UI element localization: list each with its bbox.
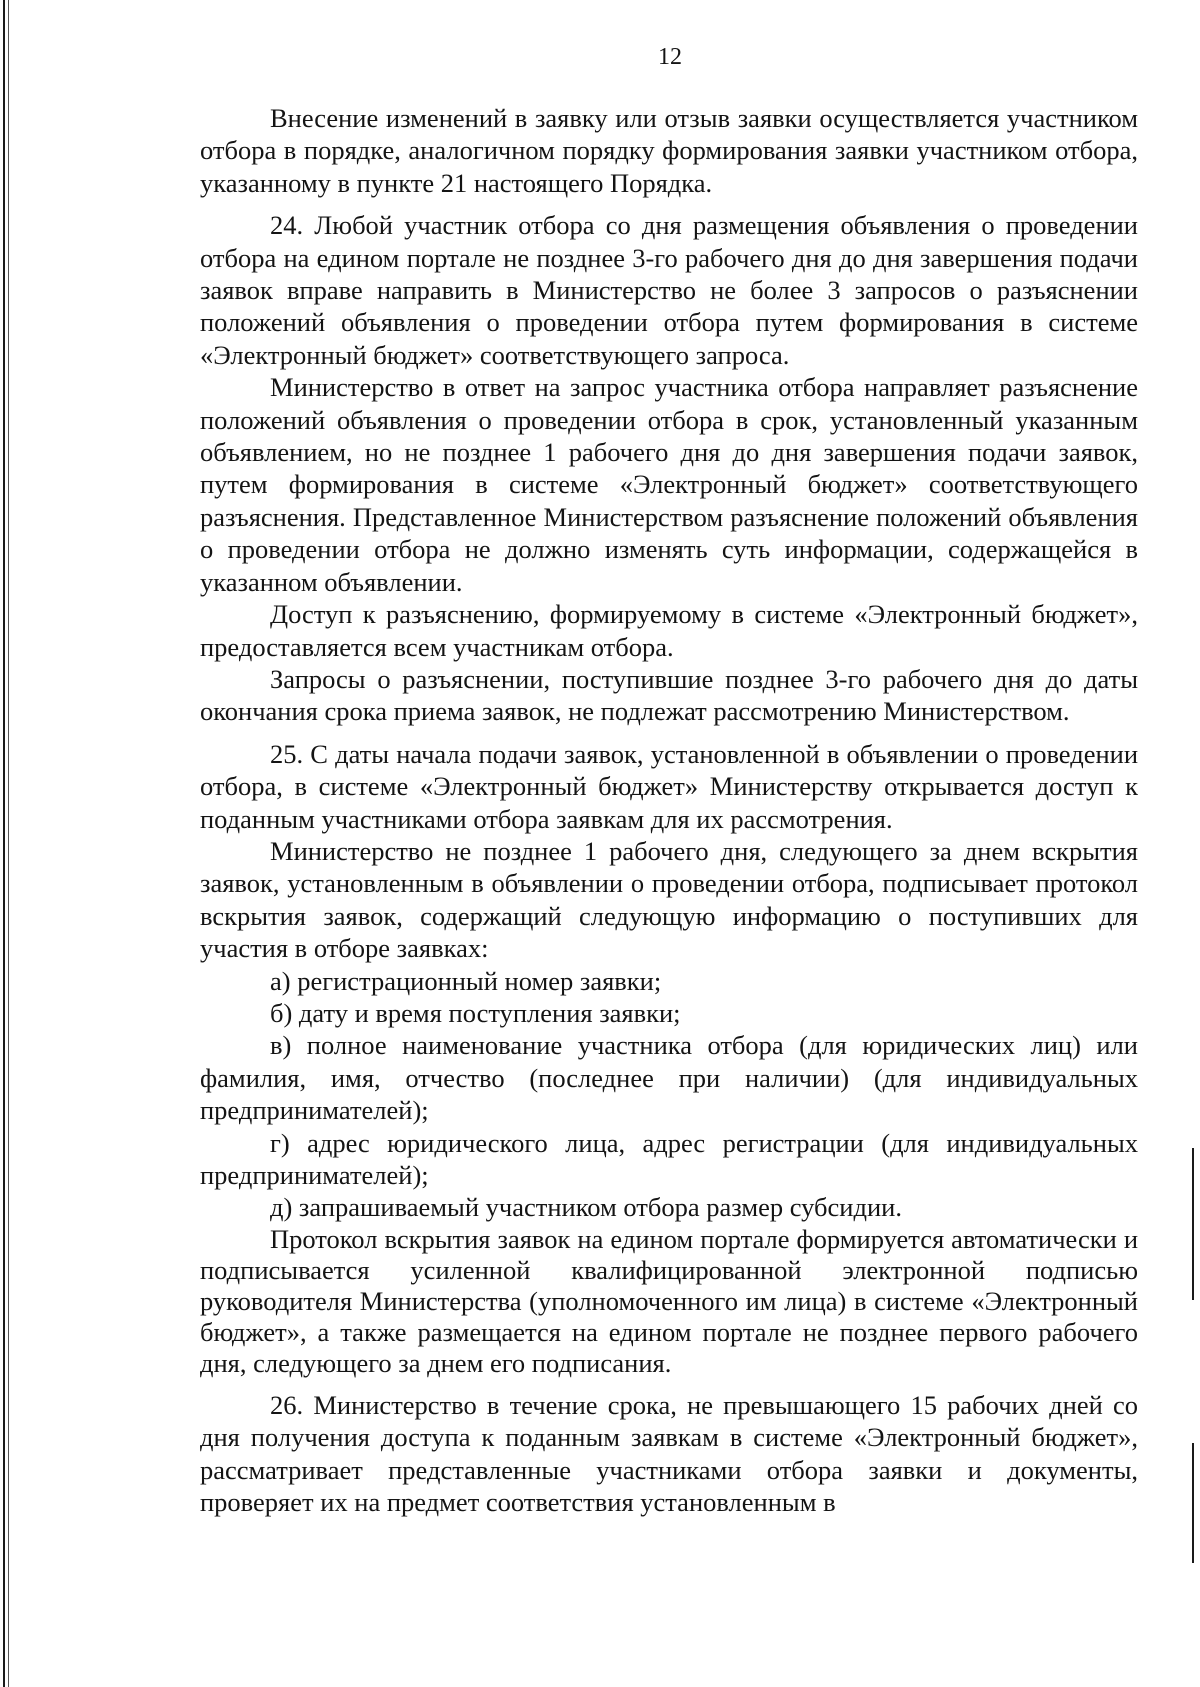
paragraph-opening-protocol: Министерство не позднее 1 рабочего дня, следующего за днем вскрытия заявок, установленным в объявлении о проведении отбора, подписывает протокол вскрытия заявок, содержащий следующую информацию о поступивших для участия в отборе заявках: <box>200 835 1138 964</box>
page-number: 12 <box>658 44 682 70</box>
paragraph-protocol-signing: Протокол вскрытия заявок на едином портале формируется автоматически и подписывается усиленной квалифицированной электронной подписью руководителя Министерства (уполномоченного им лица) в системе «Электронный бюджет», а также размещается на едином портале не позднее первого рабочего дня, следующего за днем его подписания. <box>200 1223 1138 1378</box>
scan-left-border-inner <box>8 0 9 1687</box>
document-body <box>200 102 1138 1518</box>
scan-right-mark <box>1192 1443 1194 1563</box>
scan-left-border <box>3 0 5 1687</box>
paragraph-access-clarification: Доступ к разъяснению, формируемому в системе «Электронный бюджет», предоставляется всем участникам отбора. <box>200 599 1138 662</box>
paragraph-ministry-response: Министерство в ответ на запрос участника отбора направляет разъяснение положений объявления о проведении отбора в срок, установленный указанным объявлением, но не позднее 1 рабочего дня до дня завершения подачи заявок, путем формирования в системе «Электронный бюджет» соответствующего разъяснения. Представленное Министерством разъяснение положений объявления о проведении отбора не должно изменять суть информации, содержащейся в указанном объявлении. <box>200 372 1138 597</box>
list-item-g: г) адрес юридического лица, адрес регистрации (для индивидуальных предпринимателей); <box>200 1127 1138 1190</box>
paragraph-late-requests: Запросы о разъяснении, поступившие позднее 3-го рабочего дня до даты окончания срока приема заявок, не подлежат рассмотрению Министерством. <box>200 663 1138 727</box>
paragraph-26: 26. Министерство в течение срока, не превышающего 15 рабочих дней со дня получения доступа к поданным заявкам в системе «Электронный бюджет», рассматривает представленные участниками отбора заявки и документы, проверяет их на предмет соответствия установленным в <box>200 1389 1138 1518</box>
list-item-b: б) дату и время поступления заявки; <box>270 997 681 1028</box>
paragraph-24: 24. Любой участник отбора со дня размещения объявления о проведении отбора на едином портале не позднее 3-го рабочего дня до дня завершения подачи заявок вправе направить в Министерство не более 3 запросов о разъяснении положений объявления о проведении отбора путем формирования в системе «Электронный бюджет» соответствующего запроса. <box>200 210 1138 370</box>
scan-right-mark <box>1192 1148 1194 1300</box>
list-item-d: д) запрашиваемый участником отбора размер субсидии. <box>270 1192 902 1223</box>
list-item-a: а) регистрационный номер заявки; <box>270 965 662 996</box>
paragraph-amendment: Внесение изменений в заявку или отзыв заявки осуществляется участником отбора в порядке, аналогичном порядку формирования заявки участником отбора, указанному в пункте 21 настоящего Порядка. <box>200 103 1138 198</box>
list-item-v: в) полное наименование участника отбора (для юридических лиц) или фамилия, имя, отчество (последнее при наличии) (для индивидуальных предпринимателей); <box>200 1030 1138 1126</box>
paragraph-25: 25. С даты начала подачи заявок, установленной в объявлении о проведении отбора, в системе «Электронный бюджет» Министерству открывается доступ к поданным участниками отбора заявкам для их рассмотрения. <box>200 738 1138 834</box>
